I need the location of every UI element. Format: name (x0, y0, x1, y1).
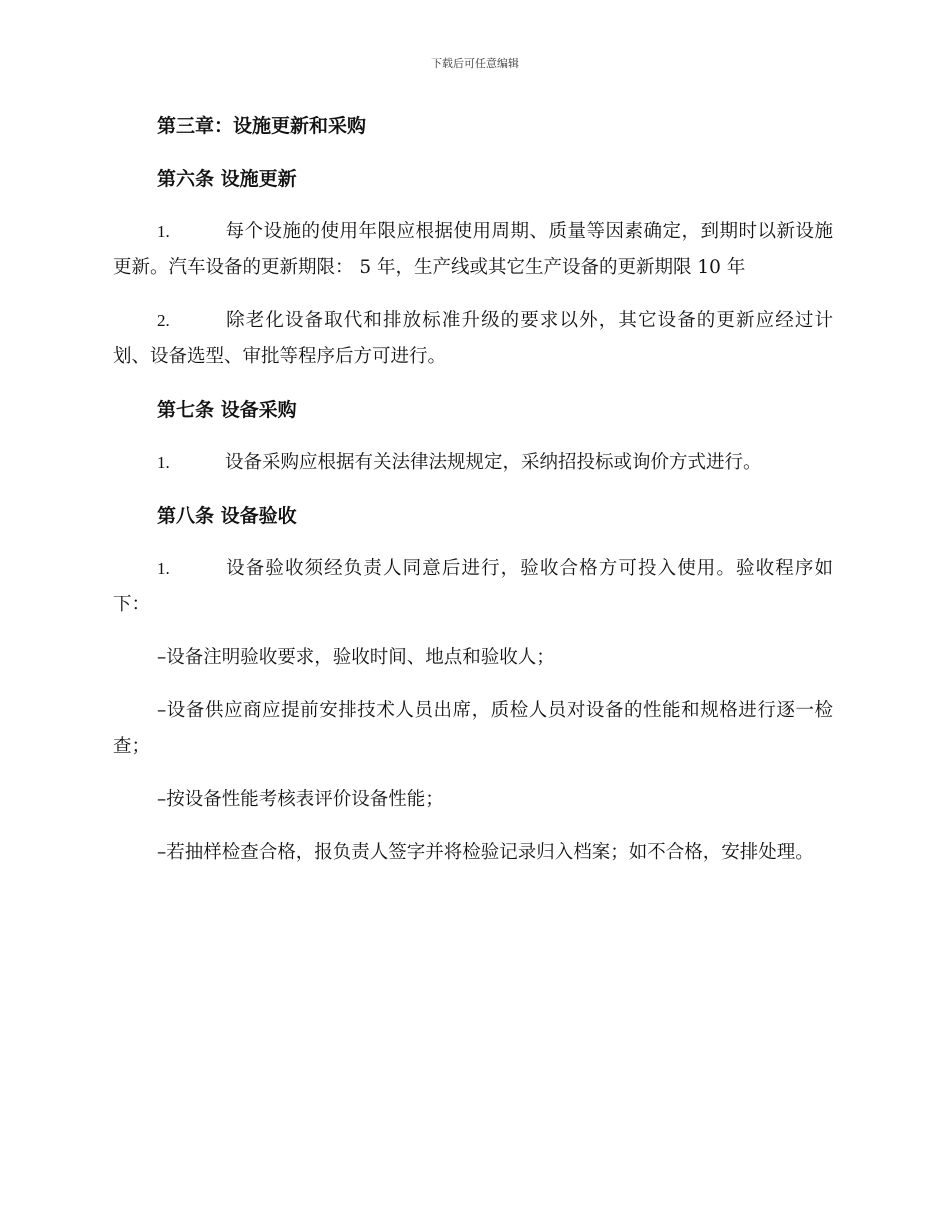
article-8-bullet-4: –若抽样检查合格，报负责人签字并将检验记录归入档案；如不合格，安排处理。 (157, 842, 814, 863)
item-text: 设备验收须经负责人同意后进行，验收合格方可投入使用。验收程序如下： (113, 558, 833, 615)
document-body (113, 108, 833, 888)
item-number: 1. (157, 453, 170, 472)
item-number: 1. (157, 559, 170, 578)
article-6-title: 第六条 设施更新 (157, 168, 297, 190)
article-7-title: 第七条 设备采购 (157, 399, 297, 421)
article-6-item-2 (113, 303, 833, 375)
article-8-title: 第八条 设备验收 (157, 505, 297, 527)
article-6-item-1 (113, 214, 833, 286)
item-number: 1. (157, 222, 170, 241)
item-number: 2. (157, 311, 170, 330)
article-8-bullet-1: –设备注明验收要求，验收时间、地点和验收人； (157, 647, 555, 668)
article-8-bullet-3: –按设备性能考核表评价设备性能； (157, 789, 444, 810)
item-text: 设备采购应根据有关法律法规规定，采纳招投标或询价方式进行。 (225, 452, 762, 473)
item-text: 除老化设备取代和排放标准升级的要求以外，其它设备的更新应经过计划、设备选型、审批等程序后方可进行。 (113, 310, 833, 367)
article-7-item-1 (113, 445, 833, 481)
article-8-bullet-2: –设备供应商应提前安排技术人员出席，质检人员对设备的性能和规格进行逐一检查； (113, 700, 833, 757)
item-text: 每个设施的使用年限应根据使用周期、质量等因素确定，到期时以新设施更新。汽车设备的更新期限： 5 年，生产线或其它生产设备的更新期限 10 年 (113, 221, 833, 278)
page-header: 下载后可任意编辑 (431, 57, 519, 70)
article-8-item-1 (113, 551, 833, 623)
chapter-title: 第三章：设施更新和采购 (157, 115, 367, 137)
